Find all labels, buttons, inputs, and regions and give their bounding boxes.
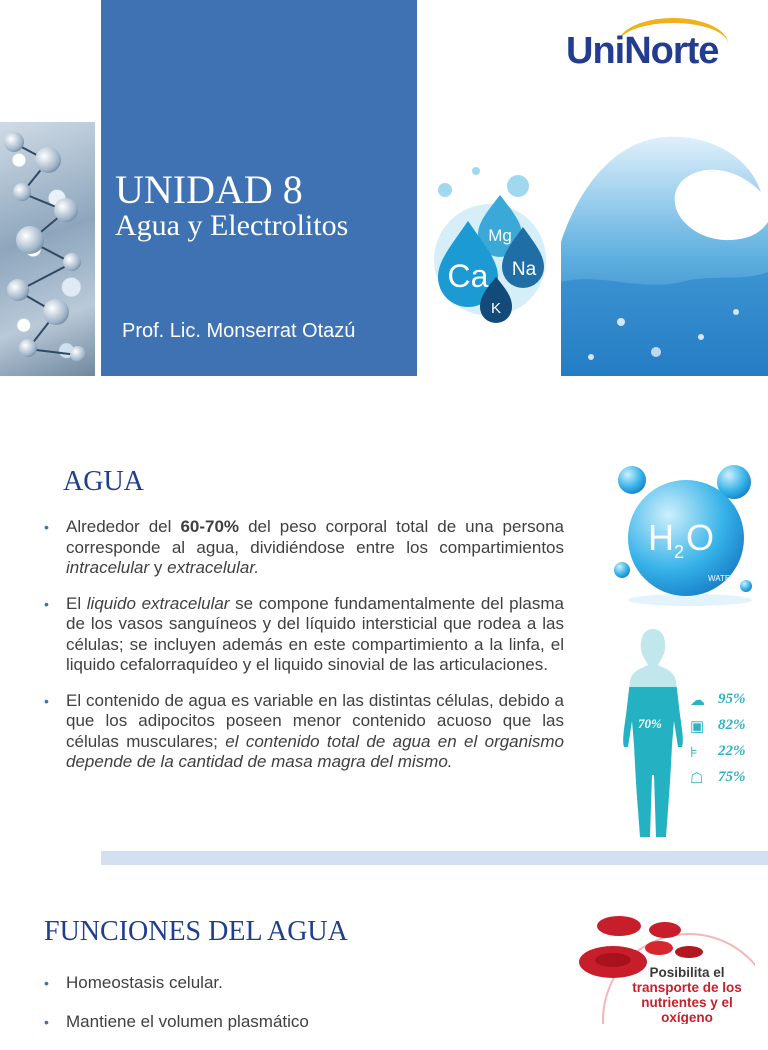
- bone-icon: ⊧: [690, 744, 698, 761]
- bullet-icon: •: [44, 692, 49, 709]
- water-wave-image: [561, 122, 768, 376]
- brain-icon: ☁: [690, 692, 705, 709]
- mg-label: Mg: [488, 226, 512, 245]
- unit-subtitle: Agua y Electrolitos: [115, 209, 349, 242]
- h2o-sub: 2: [674, 542, 685, 562]
- blood-cells-image: [577, 912, 755, 1024]
- molecule-atom: [43, 299, 69, 325]
- uninorte-logo: [566, 18, 746, 78]
- funciones-heading: FUNCIONES DEL AGUA: [44, 916, 348, 947]
- stat-bone: 22%: [718, 743, 746, 759]
- body-percent: 70%: [638, 716, 662, 731]
- na-label: Na: [511, 259, 537, 280]
- stat-blood: 82%: [718, 717, 746, 733]
- water-label: WATER: [708, 574, 736, 583]
- molecule-atom: [4, 132, 24, 152]
- electrolytes-drops-image: [428, 165, 553, 330]
- blood-caption: Posibilita el transporte de los nutrientes y el oxígeno: [632, 965, 742, 1024]
- agua-heading: AGUA: [63, 466, 144, 497]
- list-item: • El liquido extracelular se compone fundamentalmente del plasma de los vasos sanguíneos y del líquido intersticial que rodea a las células; se incluyen además en este compartimiento a la linfa, el liquido cefalorraquídeo y el liquido sinovial de las articulaciones.: [44, 593, 564, 674]
- list-item: • Alrededor del 60-70% del peso corporal total de una persona corresponde al agua, dividiéndose entre los compartimientos intracelular y extracelular.: [44, 517, 564, 577]
- molecule-atom: [13, 183, 31, 201]
- molecule-atom: [16, 226, 44, 254]
- bullet-icon: •: [44, 975, 49, 991]
- professor-name: Prof. Lic. Monserrat Otazú: [122, 320, 356, 342]
- molecule-image: [0, 122, 95, 376]
- molecule-atom: [19, 339, 37, 357]
- funciones-bullet-list: [44, 973, 544, 1050]
- molecule-atom: [63, 253, 81, 271]
- human-silhouette-icon: [600, 625, 690, 840]
- body-water-infographic: [600, 625, 760, 840]
- h2o-h: H: [648, 517, 674, 558]
- molecule-atom: [54, 198, 78, 222]
- bullet-icon: •: [44, 1013, 49, 1030]
- molecule-atom: [7, 279, 29, 301]
- muscle-icon: ☖: [690, 770, 704, 787]
- molecule-atom: [70, 346, 86, 362]
- k-label: K: [490, 300, 502, 317]
- h2o-molecule-image: [612, 460, 760, 610]
- stat-muscle: 75%: [718, 769, 746, 785]
- bullet-icon: •: [44, 595, 49, 612]
- slide-divider: [101, 851, 768, 865]
- agua-bullet-list: [44, 517, 564, 788]
- logo-text: UniNorte: [566, 30, 719, 72]
- stat-brain: 95%: [718, 691, 746, 707]
- list-item: • Homeostasis celular.: [44, 973, 223, 992]
- h2o-o: O: [686, 517, 715, 558]
- unit-title: UNIDAD 8: [115, 167, 303, 212]
- list-item: • El contenido de agua es variable en las distintas células, debido a que los adipocitos poseen menor contenido acuoso que las células musculares; el contenido total de agua en el organismo depende de la cantidad de masa magra del mismo.: [44, 690, 564, 771]
- bullet-icon: •: [44, 519, 49, 535]
- ca-label: Ca: [447, 258, 489, 294]
- list-item: • Mantiene el volumen plasmático: [44, 1011, 309, 1031]
- molecule-atom: [35, 147, 61, 173]
- blood-bag-icon: ▣: [690, 718, 705, 735]
